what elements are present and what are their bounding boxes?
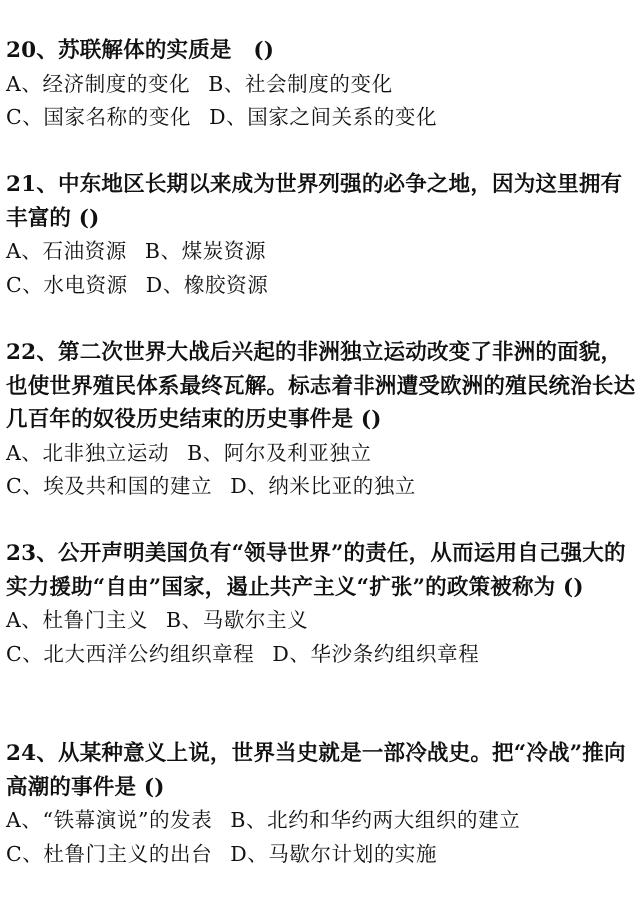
option-b: B、北约和华约两大组织的建立 xyxy=(230,808,521,832)
option-c: C、杜鲁门主义的出台 xyxy=(6,841,213,866)
option-a: A、杜鲁门主义 xyxy=(6,608,149,632)
option-a: A、“铁幕演说”的发表 xyxy=(6,808,213,832)
option-b: B、马歇尔主义 xyxy=(166,608,309,632)
question-stem: 23、公开声明美国负有“领导世界”的责任，从而运用自己强大的实力援助“自由”国家，遏止共产主义“扩张”的政策被称为 () xyxy=(6,541,626,600)
question-stem: 21、中东地区长期以来成为世界列强的必争之地，因为这里拥有丰富的 () xyxy=(6,172,623,231)
question-21 xyxy=(6,168,636,302)
question-stem: 24、从某种意义上说，世界当史就是一部冷战史。把“冷战”推向高潮的事件是 () xyxy=(6,741,626,800)
option-a: A、经济制度的变化 xyxy=(6,71,191,96)
option-row xyxy=(6,68,636,102)
question-stem: 20、苏联解体的实质是 () xyxy=(6,38,275,63)
question-24 xyxy=(6,737,636,871)
option-b: B、煤炭资源 xyxy=(144,239,267,263)
question-stem: 22、第二次世界大战后兴起的非洲独立运动改变了非洲的面貌，也使世界殖民体系最终瓦解。标志着非洲遭受欧洲的殖民统治长达几百年的奴役历史结束的历史事件是 () xyxy=(6,340,636,432)
option-d: D、纳米比亚的独立 xyxy=(230,474,417,498)
option-row xyxy=(6,604,636,638)
option-c: C、水电资源 xyxy=(6,272,128,297)
option-row xyxy=(6,235,636,269)
option-d: D、马歇尔计划的实施 xyxy=(230,841,438,866)
option-c: C、北大西洋公约组织章程 xyxy=(6,641,255,666)
option-b: B、社会制度的变化 xyxy=(208,71,393,96)
question-23 xyxy=(6,537,636,671)
option-d: D、橡胶资源 xyxy=(145,272,269,297)
option-row xyxy=(6,437,636,471)
option-row xyxy=(6,638,636,672)
option-row xyxy=(6,269,636,303)
question-20 xyxy=(6,34,636,135)
option-row xyxy=(6,101,636,135)
option-a: A、北非独立运动 xyxy=(6,440,170,465)
option-a: A、石油资源 xyxy=(6,239,127,263)
option-b: B、阿尔及利亚独立 xyxy=(187,440,372,465)
option-row xyxy=(6,804,636,838)
option-c: C、埃及共和国的建立 xyxy=(6,474,213,498)
option-d: D、华沙条约组织章程 xyxy=(272,641,480,666)
option-row xyxy=(6,838,636,872)
option-row xyxy=(6,470,636,504)
option-c: C、国家名称的变化 xyxy=(6,105,192,129)
question-22 xyxy=(6,336,636,504)
option-d: D、国家之间关系的变化 xyxy=(209,105,438,129)
